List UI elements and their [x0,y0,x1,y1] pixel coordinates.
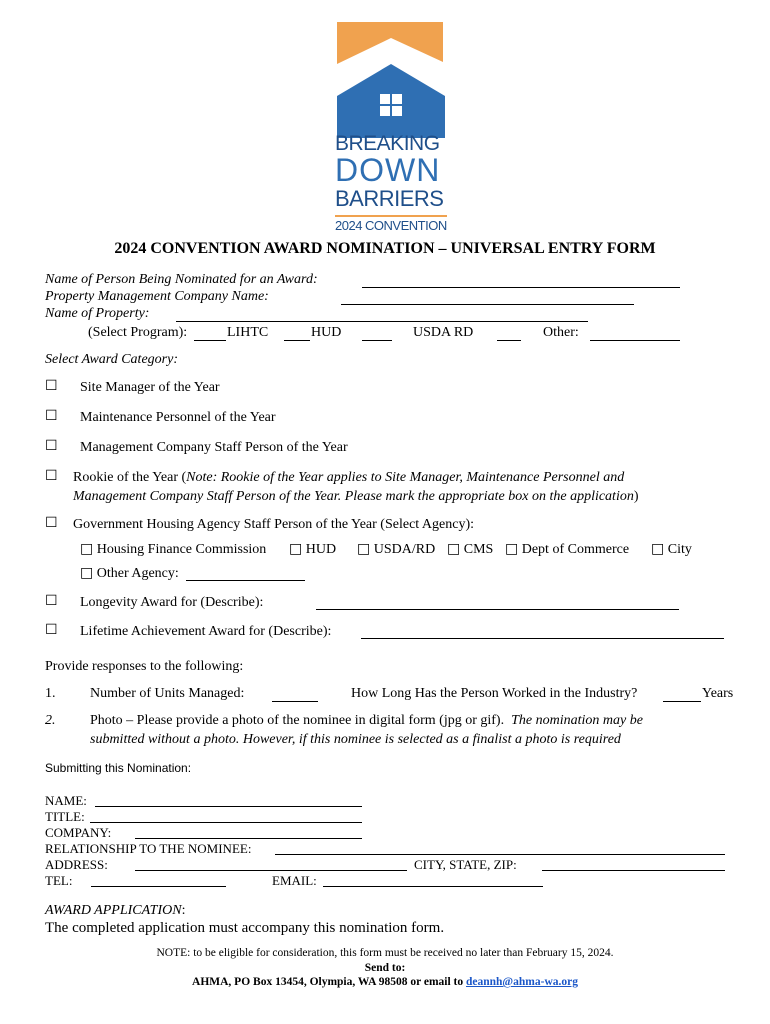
property-line[interactable] [176,321,588,322]
email-label: EMAIL: [272,873,317,888]
submitter-title-line[interactable] [90,822,362,823]
mgmt-staff-label: Management Company Staff Person of the Year [80,440,348,455]
agency-commerce[interactable] [505,541,629,558]
city-state-zip-label: CITY, STATE, ZIP: [414,857,517,872]
agency-hud[interactable] [289,541,336,558]
submitter-company-label: COMPANY: [45,825,112,840]
response-num-1: 1. [45,686,56,701]
usda-label: USDA RD [413,325,474,340]
response-num-2: 2. [45,713,56,728]
rookie-checkbox[interactable]: ☐ [45,468,58,484]
convention-logo [335,20,447,234]
longevity-line[interactable] [316,609,679,610]
rookie-line-1 [73,470,624,486]
company-label: Property Management Company Name: [45,289,269,304]
other-program-line[interactable] [590,340,680,341]
other-program-blank[interactable] [497,340,521,341]
agency-cms-label: CMS [463,542,494,557]
application-heading-row [45,903,185,919]
rookie-line-2 [73,489,639,505]
lihtc-blank[interactable] [194,340,226,341]
footer-address: AHMA, PO Box 13454, Olympia, WA 98508 or email to [192,976,466,988]
agency-cms[interactable] [447,541,493,558]
application-heading: AWARD APPLICATION [45,903,182,918]
house-logo-icon [335,20,447,138]
years-worked-line[interactable] [663,701,701,702]
photo-label: Photo – Please provide a photo of the nominee in digital form (jpg or gif). [90,713,505,728]
agency-usda-box[interactable]: □ [357,541,371,557]
hud-blank[interactable] [284,340,310,341]
tel-label: TEL: [45,873,73,888]
nominee-label: Name of Person Being Nominated for an Award: [45,272,318,287]
submitter-company-line[interactable] [135,838,362,839]
agency-city-box[interactable]: □ [651,541,665,557]
logo-text-breaking: BREAKING [335,132,440,155]
city-state-zip-line[interactable] [542,870,725,871]
units-managed-label: Number of Units Managed: [90,686,245,701]
lifetime-line[interactable] [361,638,724,639]
nominee-line[interactable] [362,287,680,288]
form-title: 2024 CONVENTION AWARD NOMINATION – UNIVERSAL ENTRY FORM [114,240,656,257]
agency-cms-box[interactable]: □ [447,541,461,557]
hud-label: HUD [311,325,342,340]
agency-city[interactable] [651,541,692,558]
responses-heading: Provide responses to the following: [45,659,244,674]
maintenance-checkbox[interactable]: ☐ [45,408,58,424]
photo-line-1 [90,713,643,729]
lifetime-label: Lifetime Achievement Award for (Describe): [80,624,332,639]
agency-commerce-label: Dept of Commerce [521,542,630,557]
agency-hud-box[interactable]: □ [289,541,303,557]
agency-other[interactable] [80,565,179,582]
footer-note: NOTE: to be eligible for consideration, this form must be received no later than February 15, 2024. [156,947,614,959]
company-line[interactable] [341,304,634,305]
agency-hfc-box[interactable]: □ [80,541,94,557]
footer-email-link[interactable]: deannh@ahma-wa.org [466,976,578,988]
program-label: (Select Program): [88,325,188,340]
relationship-line[interactable] [275,854,725,855]
photo-italic: The nomination may be [511,713,643,728]
site-manager-label: Site Manager of the Year [80,380,220,395]
photo-line-2: submitted without a photo. However, if this nominee is selected as a finalist a photo is required [90,732,621,747]
submitting-heading: Submitting this Nomination: [45,761,192,775]
site-manager-checkbox[interactable]: ☐ [45,378,58,394]
footer-address-row [0,976,770,988]
mgmt-staff-checkbox[interactable]: ☐ [45,438,58,454]
category-heading: Select Award Category: [45,352,178,367]
units-managed-line[interactable] [272,701,318,702]
logo-text-barriers: BARRIERS [335,186,444,211]
email-line[interactable] [323,886,543,887]
agency-city-label: City [667,542,692,557]
rookie-note-2: Management Company Staff Person of the Year. Please mark the appropriate box on the application [73,489,634,504]
longevity-checkbox[interactable]: ☐ [45,593,58,609]
footer-send-to: Send to: [364,962,406,974]
agency-other-label: Other Agency: [96,566,179,581]
agency-hfc[interactable] [80,541,266,558]
application-text: The completed application must accompany this nomination form. [45,920,445,936]
rookie-close: ) [633,489,639,504]
agency-other-line[interactable] [186,580,305,581]
agency-hud-label: HUD [305,542,337,557]
address-label: ADDRESS: [45,857,108,872]
logo-text-down: DOWN [335,152,441,188]
tel-line[interactable] [91,886,226,887]
logo-text-convention: 2024 CONVENTION [335,218,447,233]
rookie-label: Rookie of the Year ( [73,470,187,485]
longevity-label: Longevity Award for (Describe): [80,595,264,610]
program-row [88,325,187,341]
submitter-title-label: TITLE: [45,809,85,824]
address-line[interactable] [135,870,407,871]
agency-usda-label: USDA/RD [373,542,436,557]
agency-usda[interactable] [357,541,435,558]
lifetime-checkbox[interactable]: ☐ [45,622,58,638]
gov-label: Government Housing Agency Staff Person of the Year (Select Agency): [73,517,474,532]
agency-other-box[interactable]: □ [80,565,94,581]
agency-commerce-box[interactable]: □ [505,541,519,557]
gov-checkbox[interactable]: ☐ [45,515,58,531]
rookie-note: Note: Rookie of the Year applies to Site Manager, Maintenance Personnel and [186,470,625,485]
other-program-label: Other: [543,325,579,340]
lihtc-label: LIHTC [227,325,269,340]
relationship-label: RELATIONSHIP TO THE NOMINEE: [45,841,252,856]
usda-blank[interactable] [362,340,392,341]
years-label: Years [702,686,734,701]
submitter-name-line[interactable] [95,806,362,807]
application-colon: : [181,903,186,918]
logo-convention-bar [335,215,447,217]
years-worked-label: How Long Has the Person Worked in the Industry? [351,686,638,701]
property-label: Name of Property: [45,306,150,321]
agency-hfc-label: Housing Finance Commission [96,542,267,557]
submitter-name-label: NAME: [45,793,87,808]
maintenance-label: Maintenance Personnel of the Year [80,410,276,425]
